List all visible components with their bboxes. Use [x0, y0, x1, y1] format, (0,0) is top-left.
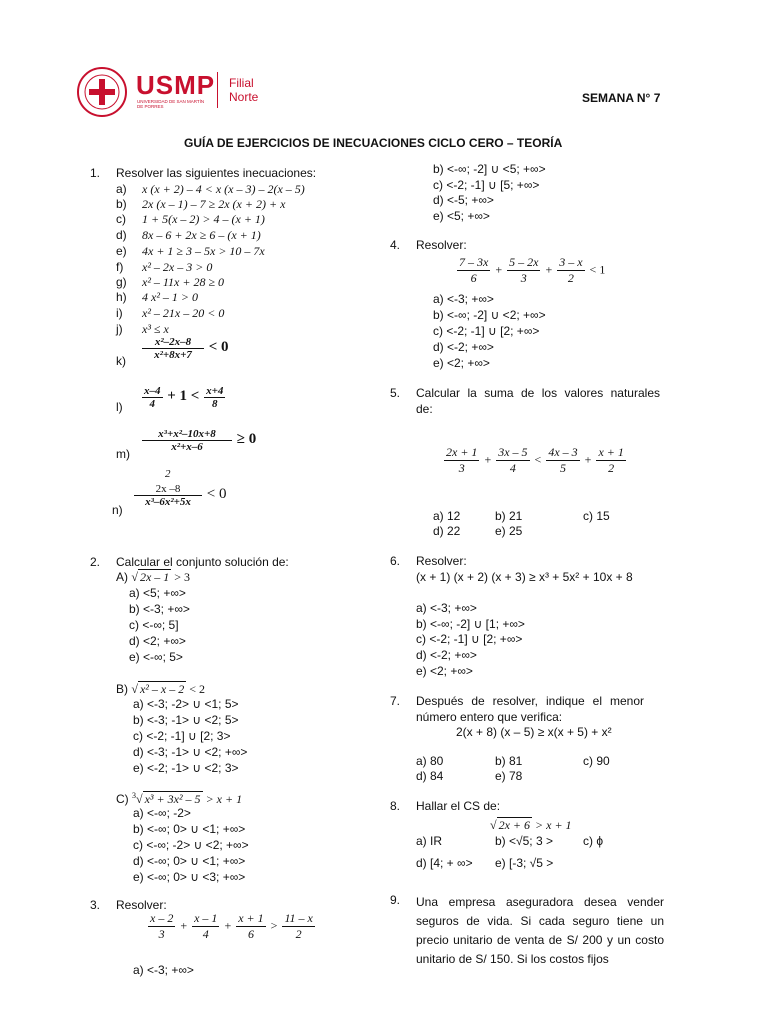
fraction-denominator: 3	[458, 461, 465, 475]
fraction-denominator: 5	[559, 461, 566, 475]
option[interactable]: b) 81	[495, 754, 523, 768]
option[interactable]: a) <-3; -2> ∪ <1; 5>	[133, 697, 239, 711]
part-rhs: > x + 1	[205, 792, 243, 806]
fraction-denominator: 3	[520, 271, 527, 285]
radicand: 2x + 6	[498, 818, 531, 832]
option[interactable]: e) [-3; √5 >	[495, 856, 554, 870]
part-b-expr: B) √ x² – x – 2 < 2	[116, 682, 205, 696]
question-number: 8.	[390, 799, 401, 813]
operator: +	[495, 262, 503, 277]
option[interactable]: a) <-3; +∞>	[133, 963, 194, 977]
question-number: 6.	[390, 554, 401, 568]
part-label: C)	[116, 792, 129, 806]
fraction-denominator: x²+8x+7	[154, 349, 192, 361]
question-rhs: > x + 1	[535, 818, 572, 832]
fraction-numerator: 2x + 1	[446, 445, 478, 459]
question-text: Calcular la suma de los valores naturales	[416, 386, 660, 400]
question-text: Calcular el conjunto solución de:	[116, 555, 289, 569]
option[interactable]: e) 25	[495, 524, 523, 538]
item-m-expr	[140, 428, 256, 453]
item-label: c)	[116, 212, 126, 226]
usmp-seal-icon	[76, 66, 128, 118]
question-text: Hallar el CS de:	[416, 799, 501, 813]
operator: +	[584, 452, 592, 467]
item-mid: + 1 <	[167, 388, 200, 405]
question-text: Una empresa aseguradora desea vender seguros de vida. Si cada seguro tiene un precio unitario de venta de S/ 200 y un costo unitario de S/ 150. Si los costos fijos	[416, 895, 664, 966]
radicand: 2x – 1	[139, 570, 170, 584]
branch-label	[229, 76, 258, 104]
item-label: e)	[116, 244, 127, 258]
option[interactable]: c) <-2; -1] ∪ [5; +∞>	[433, 178, 540, 192]
fraction-denominator: 3	[158, 927, 165, 941]
logo-divider	[217, 72, 218, 108]
fraction-numerator: x+4	[206, 385, 224, 397]
item-label: k)	[116, 354, 126, 368]
q4-expr	[455, 255, 605, 286]
option[interactable]: a) <-3; +∞>	[416, 601, 477, 615]
question-text: Resolver:	[416, 238, 467, 252]
option[interactable]: e) 78	[495, 769, 523, 783]
question-text: Resolver las siguientes inecuaciones:	[116, 166, 317, 180]
fraction-denominator: 8	[212, 398, 218, 410]
question-number: 1.	[90, 166, 101, 180]
item-label: j)	[116, 322, 123, 336]
option[interactable]: c) 15	[583, 509, 610, 523]
operator: +	[180, 918, 188, 933]
option[interactable]: d) <-2; +∞>	[416, 648, 477, 662]
option[interactable]: d) <-3; -1> ∪ <2; +∞>	[133, 745, 248, 759]
logo-subtitle: UNIVERSIDAD DE SAN MARTÍN DE PORRES	[137, 99, 205, 109]
question-number: 3.	[90, 898, 101, 912]
small-denominator: 2	[165, 468, 171, 480]
option[interactable]: b) <-∞; -2] ∪ <2; +∞>	[433, 308, 546, 322]
option[interactable]: c) <-∞; -2> ∪ <2; +∞>	[133, 838, 249, 852]
radicand: x² – x – 2	[139, 682, 185, 696]
fraction-denominator: 2	[608, 461, 615, 475]
option[interactable]: d) 22	[433, 524, 461, 538]
option[interactable]: a) <-∞; -2>	[133, 806, 191, 820]
fraction-numerator: 3x – 5	[498, 445, 528, 459]
question-expr: (x + 1) (x + 2) (x + 3) ≥ x³ + 5x² + 10x + 8	[416, 570, 633, 584]
item-k-expr	[140, 336, 229, 361]
operator: +	[545, 262, 553, 277]
item-expr: x (x + 2) – 4 < x (x – 3) – 2(x – 5)	[142, 182, 305, 196]
fraction-denominator: 6	[247, 927, 254, 941]
question-text: Después de resolver, indique el menor	[416, 694, 644, 708]
option[interactable]: e) <-2; -1> ∪ <2; 3>	[133, 761, 239, 775]
option[interactable]: a) <5; +∞>	[129, 586, 186, 600]
fraction-numerator: x + 1	[238, 911, 264, 925]
question-number: 4.	[390, 238, 401, 252]
item-label: i)	[116, 306, 123, 320]
operator: < 1	[589, 262, 606, 277]
question-text-line2: de:	[416, 402, 433, 416]
option[interactable]: a) IR	[416, 834, 443, 848]
question-number: 2.	[90, 555, 101, 569]
fraction-numerator: x–4	[144, 385, 161, 397]
option[interactable]: d) <-2; +∞>	[433, 340, 494, 354]
option[interactable]: c) <-∞; 5]	[129, 618, 179, 632]
item-expr: 4 x² – 1 > 0	[142, 290, 199, 304]
fraction-numerator: x – 2	[150, 911, 174, 925]
item-n-expr	[132, 483, 226, 508]
option[interactable]: d) [4; + ∞>	[416, 856, 473, 870]
q5-expr	[442, 445, 628, 476]
question-expr: 2(x + 8) (x – 5) ≥ x(x + 5) + x²	[456, 725, 612, 739]
fraction-denominator: x³–6x²+5x	[145, 496, 191, 508]
option[interactable]: e) <-∞; 0> ∪ <3; +∞>	[133, 870, 246, 884]
branch-line2: Norte	[229, 90, 259, 104]
part-rhs: > 3	[174, 570, 191, 584]
item-rhs: < 0	[208, 339, 229, 356]
item-expr: 1 + 5(x – 2) > 4 – (x + 1)	[142, 212, 265, 226]
logo-text: USMP	[136, 70, 216, 100]
item-label: h)	[116, 290, 127, 304]
q8-expr: √ 2x + 6 > x + 1	[490, 818, 572, 832]
item-label: n)	[112, 503, 123, 517]
option[interactable]: b) 21	[495, 509, 523, 523]
item-label: a)	[116, 182, 127, 196]
option[interactable]: c) <-2; -1] ∪ [2; 3>	[133, 729, 231, 743]
question-text-line2: número entero que verifica:	[416, 710, 563, 724]
question-number: 7.	[390, 694, 401, 708]
fraction-numerator: 7 – 3x	[459, 255, 489, 269]
option[interactable]: a) <-3; +∞>	[433, 292, 494, 306]
root-index: 3	[132, 791, 137, 800]
option[interactable]: d) <2; +∞>	[129, 634, 186, 648]
part-label: A)	[116, 570, 128, 584]
question-text: Resolver:	[116, 898, 167, 912]
part-a-expr: A) √ 2x – 1 > 3	[116, 570, 191, 584]
option[interactable]: a) 12	[433, 509, 461, 523]
fraction-denominator: 4	[202, 927, 209, 941]
option[interactable]: b) <-3; -1> ∪ <2; 5>	[133, 713, 239, 727]
option[interactable]: c) <-2; -1] ∪ [2; +∞>	[433, 324, 540, 338]
fraction-denominator: 4	[149, 398, 155, 410]
fraction-numerator: 2x –8	[134, 483, 202, 496]
fraction-numerator: 5 – 2x	[509, 255, 539, 269]
fraction-denominator: 2	[567, 271, 574, 285]
fraction-denominator: 4	[509, 461, 516, 475]
fraction-numerator: x + 1	[598, 445, 624, 459]
option[interactable]: a) 80	[416, 754, 444, 768]
option[interactable]: d) <-∞; 0> ∪ <1; +∞>	[133, 854, 246, 868]
question-number: 5.	[390, 386, 401, 400]
fraction-denominator: x²+x–6	[171, 441, 203, 453]
item-expr: 8x – 6 + 2x ≥ 6 – (x + 1)	[142, 228, 261, 242]
option[interactable]: d) 84	[416, 769, 444, 783]
page-title: GUÍA DE EJERCICIOS DE INECUACIONES CICLO CERO – TEORÍA	[184, 136, 563, 150]
item-expr: 4x + 1 ≥ 3 – 5x > 10 – 7x	[142, 244, 265, 258]
option[interactable]: b) <-3; +∞>	[129, 602, 190, 616]
week-label: SEMANA N° 7	[582, 91, 661, 105]
option[interactable]: b) <-∞; 0> ∪ <1; +∞>	[133, 822, 246, 836]
fraction-numerator: x – 1	[194, 911, 218, 925]
fraction-numerator: 11 – x	[284, 911, 313, 925]
option[interactable]: c) <-2; -1] ∪ [2; +∞>	[416, 632, 523, 646]
item-label: m)	[116, 447, 130, 461]
item-label: f)	[116, 260, 124, 274]
branch-line1: Filial	[229, 76, 254, 90]
operator: +	[224, 918, 232, 933]
part-label: B)	[116, 682, 128, 696]
q3-expr	[146, 911, 317, 942]
option[interactable]: e) <2; +∞>	[433, 356, 490, 370]
item-expr: 2x (x – 1) – 7 ≥ 2x (x + 2) + x	[142, 197, 286, 211]
item-expr: x² – 2x – 3 > 0	[142, 260, 213, 274]
option[interactable]: b) <√5; 3 >	[495, 834, 553, 848]
item-rhs: ≥ 0	[236, 431, 257, 448]
item-expr: x³ ≤ x	[142, 322, 169, 336]
option[interactable]: c) ϕ	[583, 834, 604, 848]
item-label: d)	[116, 228, 127, 242]
operator: <	[534, 452, 542, 467]
fraction-numerator: x³+x²–10x+8	[142, 428, 232, 441]
fraction-denominator: 6	[470, 271, 477, 285]
item-label: g)	[116, 275, 127, 289]
operator: +	[484, 452, 492, 467]
fraction-denominator: 2	[295, 927, 302, 941]
option[interactable]: b) <-∞; -2] ∪ <5; +∞>	[433, 162, 546, 176]
question-text: Resolver:	[416, 554, 467, 568]
fraction-numerator: x²–2x–8	[142, 336, 204, 349]
item-l-expr	[140, 385, 227, 410]
item-rhs: < 0	[206, 486, 227, 503]
part-rhs: < 2	[189, 682, 205, 696]
radicand: x³ + 3x² – 5	[144, 792, 201, 806]
option[interactable]: e) <2; +∞>	[416, 664, 473, 678]
part-c-expr: C) $^3$√ x³ + 3x² – 5 > x + 1	[116, 791, 243, 806]
fraction-numerator: 4x – 3	[548, 445, 578, 459]
question-number: 9.	[390, 893, 401, 907]
item-label: l)	[116, 400, 123, 414]
item-label: b)	[116, 197, 127, 211]
fraction-numerator: 3 – x	[559, 255, 583, 269]
option[interactable]: b) <-∞; -2] ∪ [1; +∞>	[416, 617, 525, 631]
item-expr: x² – 11x + 28 ≥ 0	[142, 275, 225, 289]
option[interactable]: e) <-∞; 5>	[129, 650, 183, 664]
operator: >	[270, 918, 278, 933]
option[interactable]: c) 90	[583, 754, 610, 768]
option[interactable]: e) <5; +∞>	[433, 209, 490, 223]
option[interactable]: d) <-5; +∞>	[433, 193, 494, 207]
item-expr: x² – 21x – 20 < 0	[142, 306, 225, 320]
